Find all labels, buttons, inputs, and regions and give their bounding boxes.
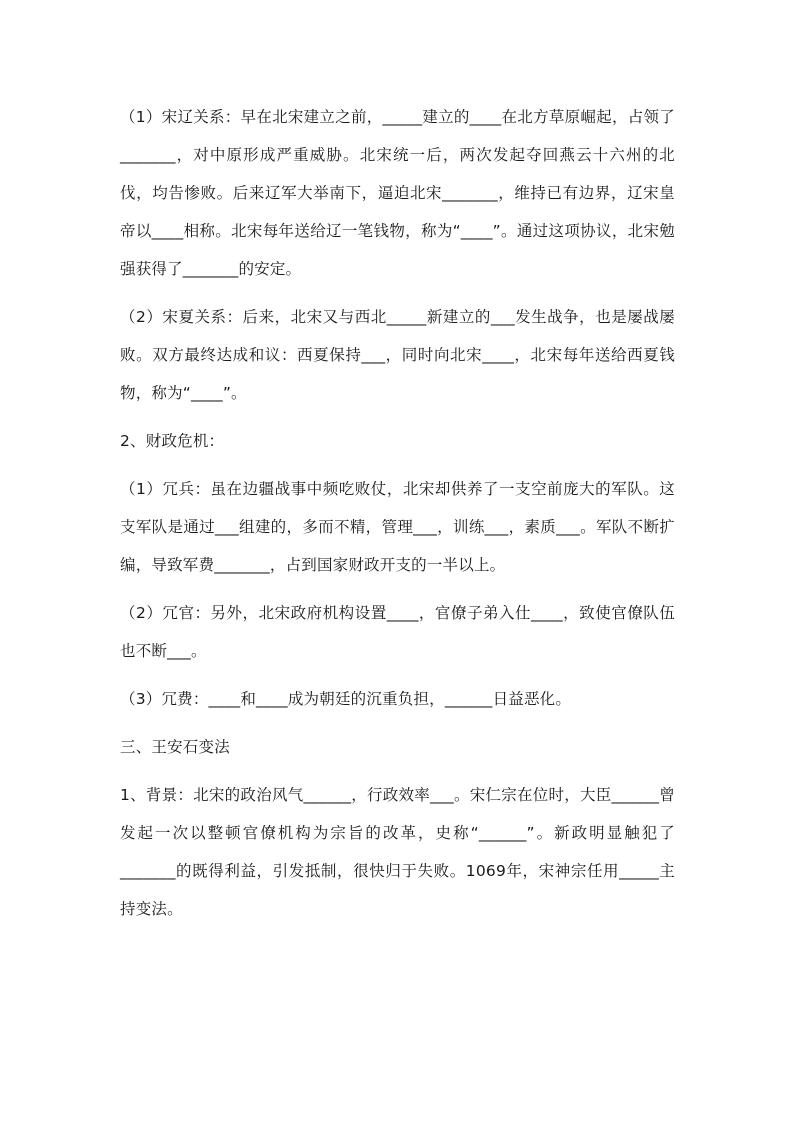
- paragraph-redundant-expenses: （3）冗费：____和____成为朝廷的沉重负担，______日益恶化。: [120, 690, 572, 708]
- heading-wang-anshi-reform: 三、王安石变法: [120, 738, 230, 756]
- paragraph-redundant-soldiers: （1）冗兵：虽在边疆战事中频吃败仗，北宋却供养了一支空前庞大的军队。这支军队是通过___组建的，多而不精，管理___，训练___，素质___。军队不断扩编，导致军费_______，占到国家财政开支的一半以上。: [120, 480, 675, 574]
- paragraph-song-liao-relations: （1）宋辽关系：早在北宋建立之前，_____建立的____在北方草原崛起，占领了_______，对中原形成严重威胁。北宋统一后，两次发起夺回燕云十六州的北伐，均告惨败。后来辽军大举南下，逼迫北宋_______，维持已有边界，辽宋皇帝以____相称。北宋每年送给辽一笔钱物，称为“____”。通过这项协议，北宋勉强获得了_______的安定。: [120, 108, 675, 278]
- paragraph-redundant-officials: （2）冗官：另外，北宋政府机构设置____，官僚子弟入仕____，致使官僚队伍也不断___。: [120, 604, 675, 660]
- paragraph-background: 1、背景：北宋的政治风气______，行政效率___。宋仁宗在位时，大臣______曾发起一次以整顿官僚机构为宗旨的改革，史称“______”。新政明显触犯了_______的既得利益，引发抵制，很快归于失败。1069年，宋神宗任用_____主持变法。: [120, 786, 675, 918]
- paragraph-song-xia-relations: （2）宋夏关系：后来，北宋又与西北_____新建立的___发生战争，也是屡战屡败。双方最终达成和议：西夏保持___，同时向北宋____，北宋每年送给西夏钱物，称为“____”。: [120, 308, 675, 402]
- heading-fiscal-crisis: 2、财政危机：: [120, 432, 225, 450]
- document-page: [120, 98, 675, 938]
